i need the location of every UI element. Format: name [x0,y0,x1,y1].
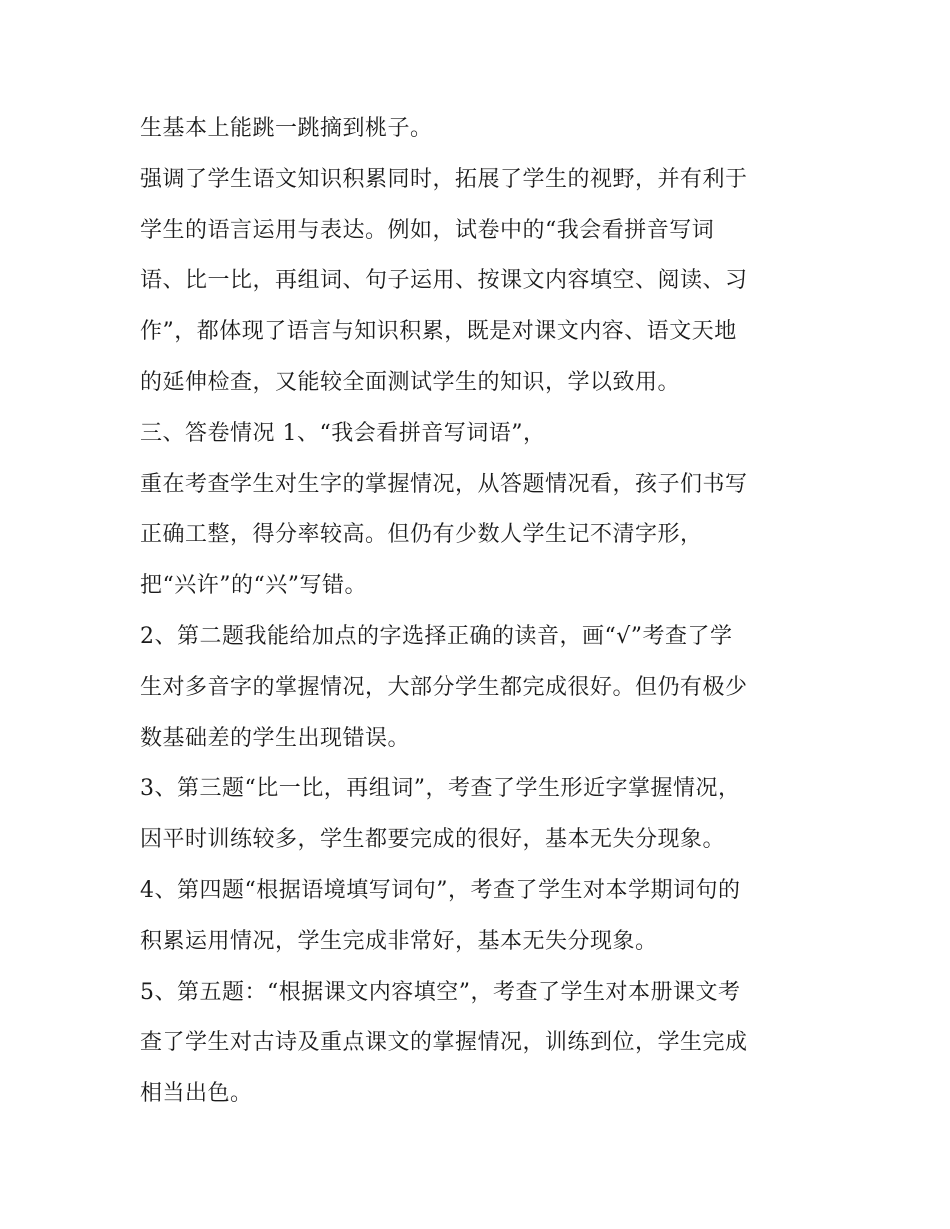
text-line: 学生的语言运用与表达。例如，试卷中的“我会看拼音写词 [140,217,715,243]
body-text [140,104,830,1120]
text-line: 3、第三题“比一比，再组词”，考查了学生形近字掌握情况， [140,776,741,802]
text-line: 数基础差的学生出现错误。 [140,725,411,751]
text-line: 强调了学生语文知识积累同时，拓展了学生的视野，并有利于 [140,166,748,192]
text-line: 生对多音字的掌握情况，大部分学生都完成很好。但仍有极少 [140,674,748,700]
section-heading-line: 三、答卷情况 1、“我会看拼音写词语”， [140,420,546,446]
text-line: 把“兴许”的“兴”写错。 [140,573,367,599]
text-line: 重在考查学生对生字的掌握情况，从答题情况看，孩子们书写 [140,471,748,497]
text-line: 因平时训练较多，学生都要完成的很好，基本无失分现象。 [140,827,726,853]
text-line: 的延伸检查，又能较全面测试学生的知识，学以致用。 [140,369,681,395]
text-line: 正确工整，得分率较高。但仍有少数人学生记不清字形， [140,522,703,548]
text-line: 2、第二题我能给加点的字选择正确的读音，画“√”考查了学 [140,623,733,649]
text-line: 相当出色。 [140,1081,253,1107]
text-line: 5、第五题：“根据课文内容填空”，考查了学生对本册课文考 [140,979,741,1005]
text-line: 作”，都体现了语言与知识积累，既是对课文内容、语文天地 [140,319,737,345]
text-line: 生基本上能跳一跳摘到桃子。 [140,116,433,141]
text-line: 查了学生对古诗及重点课文的掌握情况，训练到位，学生完成 [140,1030,748,1056]
text-line: 语、比一比，再组词、句子运用、按课文内容填空、阅读、习 [140,268,748,294]
text-line: 积累运用情况，学生完成非常好，基本无失分现象。 [140,928,658,954]
text-line: 4、第四题“根据语境填写词句”，考查了学生对本学期词句的 [140,877,741,903]
